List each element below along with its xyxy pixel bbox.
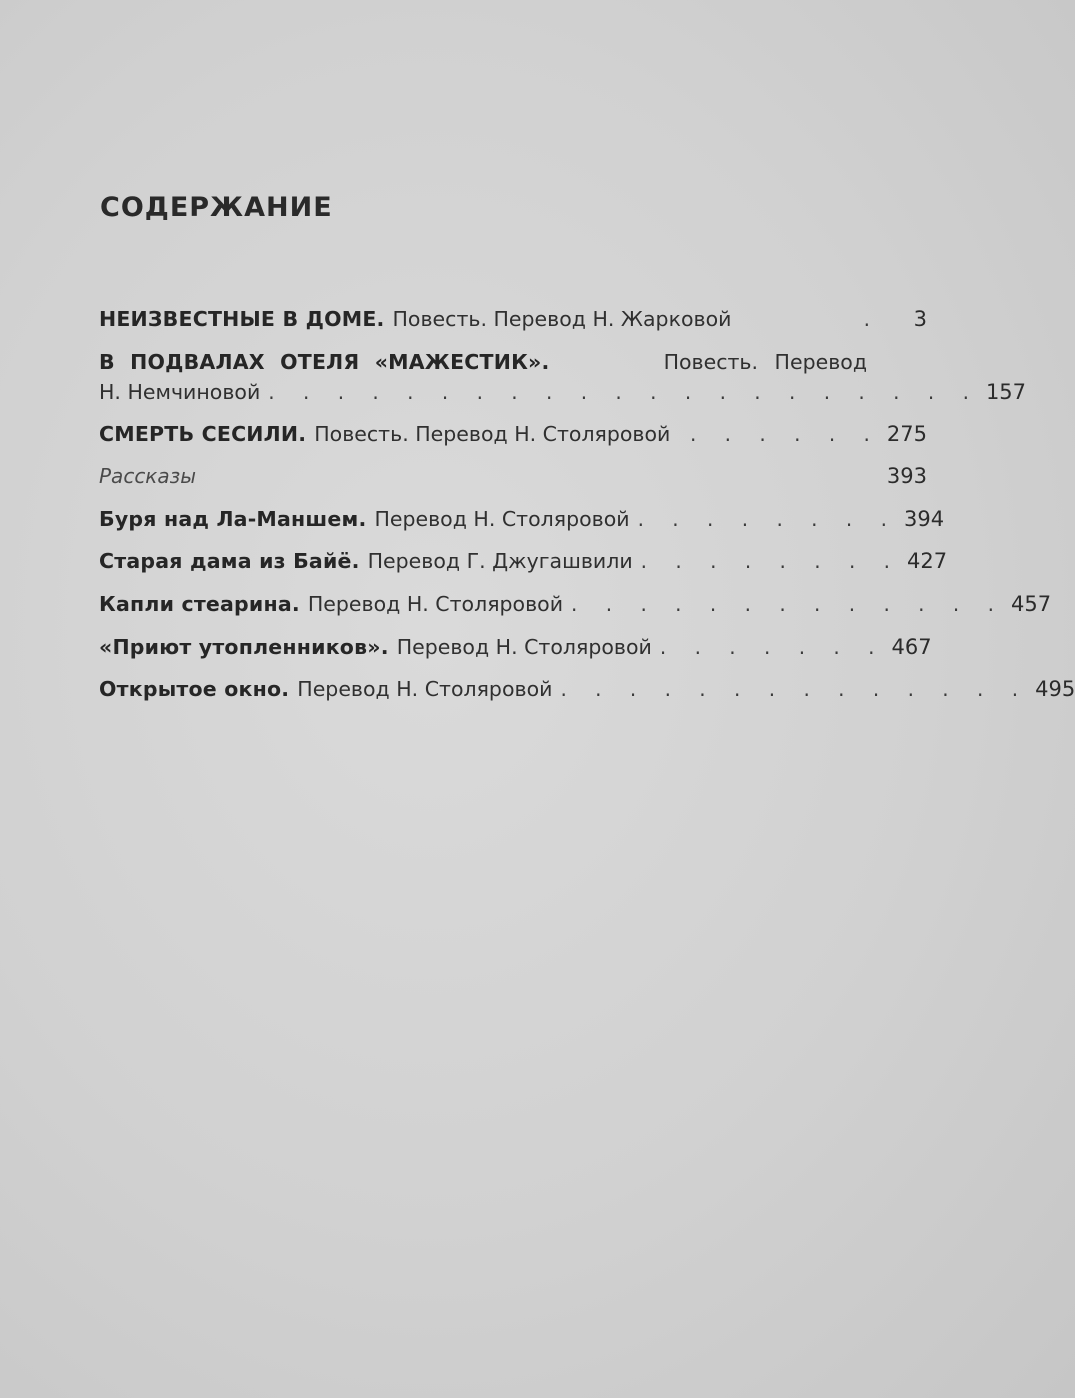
toc-entry-title: Старая дама из Байё.: [99, 549, 360, 574]
toc-entry: [99, 304, 927, 347]
toc-entry-leader: . . . . . . . . . . . . .: [571, 591, 1005, 616]
toc-entry-leader: . . . . . . . . . . . . . . . . . . . . .: [268, 379, 980, 404]
toc-entry-page: 457: [1010, 591, 1052, 616]
toc-entry-page: 495: [1035, 677, 1075, 702]
toc-entry: [99, 347, 1027, 419]
toc-entry-line-2: [99, 377, 1027, 419]
toc-entry-page: 275: [886, 421, 927, 446]
toc-entry: [99, 674, 1075, 717]
toc-entry-description: Повесть. Перевод Н. Столяровой: [314, 421, 671, 446]
toc-section: [99, 461, 927, 504]
toc-entry: [99, 632, 932, 675]
toc-entry-description: Перевод Н. Столяровой: [396, 634, 652, 659]
table-of-contents: [99, 304, 1075, 717]
toc-entry-line-1: [99, 347, 867, 377]
toc-entry-title: Открытое окно.: [99, 677, 290, 702]
toc-entry-title: Капли стеарина.: [99, 591, 300, 616]
toc-entry: [99, 419, 927, 462]
toc-entry: [99, 589, 1052, 632]
toc-entry-description-continued: Н. Немчиновой: [99, 379, 261, 404]
toc-entry-description: Перевод Н. Столяровой: [374, 506, 630, 531]
toc-entry-page: 467: [891, 634, 932, 659]
toc-entry-page: 427: [907, 549, 948, 574]
toc-entry-leader: .: [863, 307, 881, 331]
toc-entry-title: «Приют утопленников».: [99, 634, 389, 659]
toc-entry-page: 157: [985, 379, 1027, 404]
toc-entry-title: В ПОДВАЛАХ ОТЕЛЯ «МАЖЕСТИК».: [99, 349, 550, 374]
toc-section-page: 393: [886, 464, 927, 489]
toc-entry-page: 3: [913, 307, 927, 331]
toc-entry-leader: . . . . . . .: [659, 634, 886, 659]
toc-entry-leader: . . . . . . . . . . . . . .: [560, 677, 1030, 702]
toc-entry-description: Перевод Н. Столяровой: [297, 677, 553, 702]
toc-section-title: Рассказы: [99, 464, 197, 489]
page-title: СОДЕРЖАНИЕ: [100, 192, 333, 223]
toc-entry-title: СМЕРТЬ СЕСИЛИ.: [99, 421, 307, 446]
toc-entry-description: Перевод Г. Джугашвили: [367, 549, 633, 574]
toc-entry-description: Повесть. Перевод: [663, 349, 867, 374]
toc-entry-description: Повесть. Перевод Н. Жарковой: [392, 307, 732, 331]
toc-entry-leader: . . . . . . . .: [637, 506, 898, 531]
toc-entry-description: Перевод Н. Столяровой: [307, 591, 564, 616]
toc-entry-leader: . . . . . . . .: [640, 549, 902, 574]
toc-entry-title: Буря над Ла-Маншем.: [99, 506, 367, 531]
toc-entry-page: 394: [903, 506, 945, 531]
toc-entry-leader: . . . . . .: [689, 421, 881, 446]
toc-entry: [99, 546, 948, 589]
toc-entry-title: НЕИЗВЕСТНЫЕ В ДОМЕ.: [99, 307, 385, 331]
toc-entry: [99, 504, 945, 547]
